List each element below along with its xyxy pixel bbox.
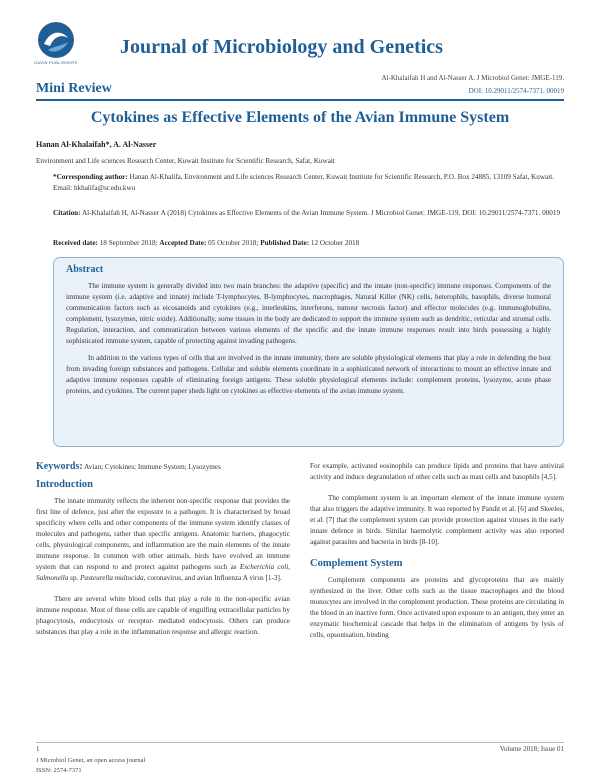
abstract-paragraph: The immune system is generally divided into two main branches: the adaptive (specific) and the innate (non-specific) immune responses. Components of the immune system (i.e. adaptive and innate) include T-lymphocytes, B-lymphocytes, macrophages, Natural Killer (NK) cells, heterophils, basophils, diverse humoral communication factors such as eicosanoids and cytokines (e.g., interleukins, interferons, tumour necrosis factor) and effector molecules (e.g. immunoglobulins, complement, lysozymes, nitric oxide). Additionally, some tissues in the body are dedicated to support the immune system such as dendritic, reticular and stromal cells. Regulation, interaction, and communication between various elements of the specific and the innate immune responses result into birds possessing a highly sophisticated immune system, capable of protecting against invading pathogens. xyxy=(66,282,551,345)
citation-label: Citation: xyxy=(53,209,81,217)
header-divider xyxy=(36,99,564,101)
publisher-name: GAVIN PUBLISHERS xyxy=(34,60,78,65)
journal-title: Journal of Microbiology and Genetics xyxy=(120,36,443,58)
footer-divider xyxy=(36,742,564,743)
author-list: Hanan Al-Khalaifah*, A. Al-Nasser xyxy=(36,140,157,149)
citation-block xyxy=(53,208,564,219)
right-column xyxy=(310,461,564,651)
keywords xyxy=(36,461,290,473)
published-label: Published Date: xyxy=(260,239,310,247)
body-paragraph: For example, activated eosinophils can produce lipids and proteins that have antiviral activity and induce degranulation of other cells such as mast cells and basophils [4,5]. xyxy=(310,462,564,481)
doi-link[interactable]: DOI: 10.29011/2574-7371. 00019 xyxy=(468,87,564,95)
body-paragraph: The innate immunity reflects the inherent non-specific response that provides the first line of defence, just after the exposure to a pathogen. It is characterised by broad specificity where cells and other components of the immune system identify classes of molecules and pathogens, rather than specific antigens. Anatomic barriers, phagocytic cells, physiological components, and inflammation are the main elements of the innate immune response. In common with other animals, birds have evolved an immune system that can respond to and protect against pathogens such as Escherichia coli, Salmonella sp. Pasteurella multocida, coronavirus, and avian Influenza A virus [1-3]. xyxy=(36,497,291,582)
body-paragraph: Complement components are proteins and glycoproteins that are mainly synthesized in the liver. Other cells such as the tissue macrophages and the blood monocytes are involved in the complement production. These proteins are circulating in the blood in an inactive form. Once activated upon exposure to an antigen, they enter an enzymatic biochemical cascade that helps in the elimination of antigens by lysis of cells, opsonisation, binding xyxy=(310,576,564,639)
body-paragraph: The complement system is an important element of the innate immune system that also triggers the adaptive immunity. It was reported by Pandit et al. [6] and Skeeles, et al. [7] that the complement system can provide protection against viruses in the early innate defence in birds. Similar haemolytic complement activity was also reported against parasites and bacteria in birds [8-10]. xyxy=(310,494,564,546)
received-value: 18 September 2018; xyxy=(97,239,160,247)
publisher-logo-icon xyxy=(36,20,76,60)
received-label: Received date: xyxy=(53,239,98,247)
dates-line xyxy=(53,238,564,249)
keywords-label: Keywords: xyxy=(36,461,83,472)
section-heading-introduction: Introduction xyxy=(36,479,93,490)
abstract-paragraph: In addition to the various types of cells that are involved in the innate immunity, there are soluble physiological elements that play a role in defending the host from invading foreign substances and pathogens. Cellular and soluble elements coordinate in a sophisticated network of interactions to mount an effective innate and adaptive immune responses capable of eliminating foreign antigens. These soluble physiological elements include: complement proteins, lysozyme, acute phase proteins, and cytokines. The current paper sheds light on cytokines as effective elements of the avian immune system. xyxy=(66,354,551,395)
page-number: 1 xyxy=(36,745,40,753)
left-column xyxy=(36,461,290,648)
affiliation: Environment and Life sciences Research Center, Kuwait Institute for Scientific Research, Safat, Kuwait xyxy=(36,157,335,165)
footer-issn: ISSN: 2574-7371 xyxy=(36,767,82,774)
article-type: Mini Review xyxy=(36,81,112,96)
volume-issue: Volume 2018; Issue 01 xyxy=(499,745,564,753)
accepted-label: Accepted Date: xyxy=(159,239,207,247)
corresponding-author xyxy=(53,172,564,194)
citation-text: Al-Khalaifah H, Al-Nasser A (2018) Cytokines as Effective Elements of the Avian Immune System. J Microbiol Genet: JMGE-119. DOI: 10.29011/2574-7371. 00019 xyxy=(80,209,561,217)
published-value: 12 October 2018 xyxy=(309,239,360,247)
abstract-box xyxy=(53,257,564,447)
footer-journal: J Microbiol Genet, an open access journal xyxy=(36,757,146,764)
corresponding-text: Hanan Al-Khalifa, Environment and Life sciences Research Center, Kuwait Institute for Scientific Research, P.O. Box 24885, 13109 Safat, Kuwait. Email: hkhalifa@sr.edu.kwu xyxy=(53,173,555,192)
abstract-heading: Abstract xyxy=(66,264,104,275)
body-paragraph: There are several white blood cells that play a role in the non-specific avian immune response. Most of these cells are capable of engulfing extracellular particles by phagocytosis, endocytosis or receptor- mediated endocytosis. Others can produce substances that play a role in the inflammation response and allergic reaction. xyxy=(36,595,290,636)
corresponding-label: *Corresponding author: xyxy=(53,173,128,181)
accepted-value: 05 October 2018; xyxy=(206,239,261,247)
article-title: Cytokines as Effective Elements of the Avian Immune System xyxy=(90,109,510,126)
citation-short: Al-Khalaifah H and Al-Nasser A. J Microbiol Genet: JMGE-119. xyxy=(381,74,564,82)
keywords-text: Avian; Cytokines; Immune System; Lysozymes xyxy=(82,463,221,471)
section-heading-complement: Complement System xyxy=(310,558,403,569)
